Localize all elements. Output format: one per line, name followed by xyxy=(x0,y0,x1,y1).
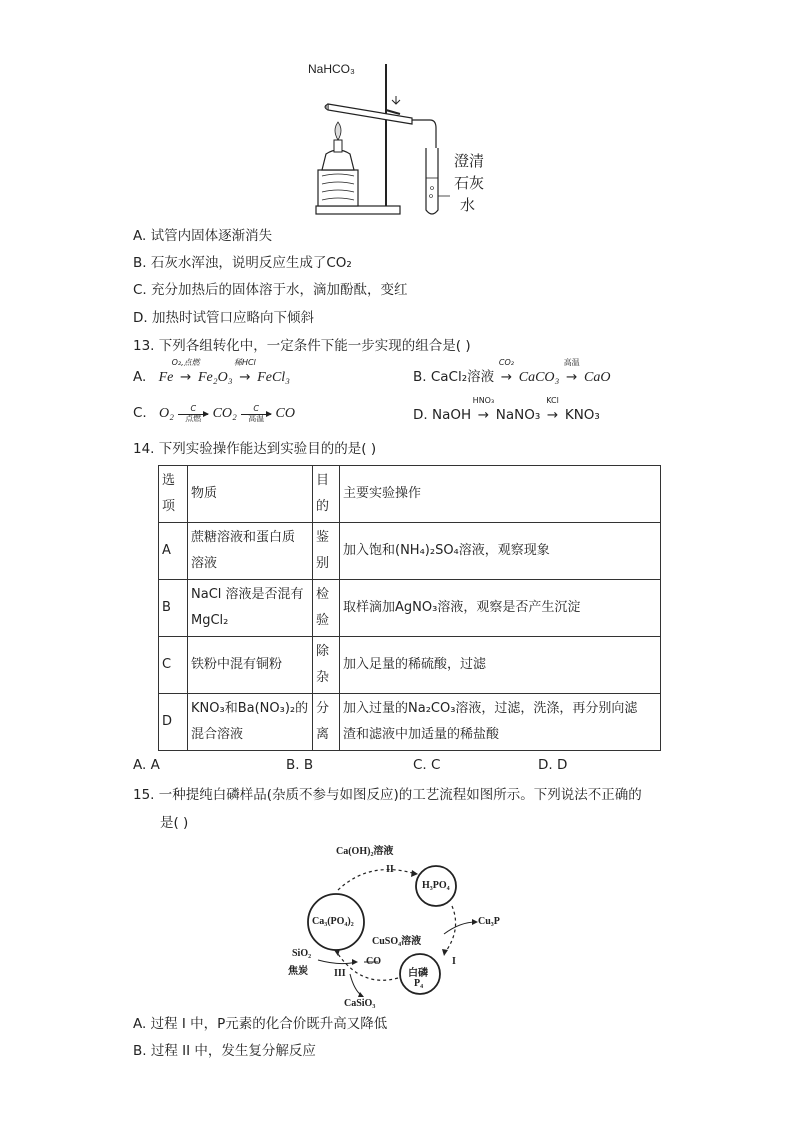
q14-answer-d: D. D xyxy=(538,757,568,773)
q13-option-a xyxy=(133,358,291,388)
row-operation: 取样滴加AgNO₃溶液，观察是否产生沉淀 xyxy=(340,580,661,637)
q13-c-arrow2 xyxy=(241,403,271,423)
coke-label: 焦炭 xyxy=(288,966,308,977)
q13-stem: 13. 下列各组转化中，一定条件下能一步实现的组合是( ) xyxy=(133,338,471,354)
h3po4-label: H₃PO₄ xyxy=(422,880,450,891)
header-goal: 目 的 xyxy=(313,466,340,523)
q13-c-c2: C xyxy=(253,403,260,413)
white-phosphorus-label: 白磷 xyxy=(408,968,428,979)
row-substance: 蔗糖溶液和蛋白质 溶液 xyxy=(188,523,313,580)
q12-option-b: B. 石灰水浑浊，说明反应生成了CO₂ xyxy=(133,255,352,271)
q13-d-s3: KNO₃ xyxy=(564,407,600,423)
cuso4-label: CuSO₄溶液 xyxy=(372,936,422,947)
apparatus-figure xyxy=(300,58,500,226)
q14-answer-a: A. A xyxy=(133,757,160,773)
sio2-label: SiO₂ xyxy=(292,948,312,959)
q15-option-a: A. 过程 I 中，P元素的化合价既升高又降低 xyxy=(133,1016,388,1032)
q13-b-arrow2: 高温 → xyxy=(564,367,580,387)
q13-b-prefix: B. CaCl₂溶液 xyxy=(413,369,495,385)
cu3p-label: Cu₃P xyxy=(478,916,500,927)
table-row xyxy=(159,523,661,580)
table-header-row xyxy=(159,466,661,523)
co-label: CO xyxy=(366,956,381,967)
q13-b-arrow1: CO₂ → xyxy=(498,367,514,387)
q13-a-c2: 稀HCl xyxy=(233,358,256,367)
q13-a-s1: Fe xyxy=(158,370,174,385)
row-option: D xyxy=(159,694,188,751)
q13-c-s3: CO xyxy=(275,406,295,421)
q15-stem-line1: 15. 一种提纯白磷样品(杂质不参与如图反应)的工艺流程如图所示。下列说法不正确的 xyxy=(133,787,642,803)
q13-c-d2: 高温 xyxy=(248,413,265,423)
row-goal: 检 验 xyxy=(313,580,340,637)
q13-b-s3: CaO xyxy=(583,370,611,385)
q13-a-s3: FeCl₃ xyxy=(257,370,291,385)
q13-b-c1: CO₂ xyxy=(498,358,514,367)
q12-option-c: C. 充分加热后的固体溶于水，滴加酚酞，变红 xyxy=(133,282,408,298)
limewater-label-1: 澄清 xyxy=(454,152,485,170)
table-row xyxy=(159,637,661,694)
q13-option-d xyxy=(413,396,600,425)
caoh2-label: Ca(OH)₂溶液 xyxy=(336,846,394,857)
q13-d-arrow2: KCl → xyxy=(545,405,561,425)
row-operation: 加入过量的Na₂CO₃溶液，过滤，洗涤，再分别向滤 渣和滤液中加适量的稀盐酸 xyxy=(340,694,661,751)
row-substance: 铁粉中混有铜粉 xyxy=(188,637,313,694)
q13-a-s2: Fe₂O₃ xyxy=(197,370,233,385)
q13-c-c1: C xyxy=(190,403,197,413)
q13-b-c2: 高温 xyxy=(563,358,580,367)
q14-stem: 14. 下列实验操作能达到实验目的的是( ) xyxy=(133,441,377,457)
q12-option-a: A. 试管内固体逐渐消失 xyxy=(133,228,273,244)
roman-2-label: II xyxy=(386,864,394,875)
q12-option-d: D. 加热时试管口应略向下倾斜 xyxy=(133,310,314,326)
table-row xyxy=(159,580,661,637)
q13-c-s2: CO₂ xyxy=(212,406,237,421)
q15-option-b: B. 过程 II 中，发生复分解反应 xyxy=(133,1043,316,1059)
limewater-label-2: 石灰 xyxy=(454,174,485,192)
q13-a-prefix: A. xyxy=(133,369,147,385)
header-option: 选 项 xyxy=(159,466,188,523)
q13-a-c1: O₂,点燃 xyxy=(171,358,200,367)
q15-flow-diagram xyxy=(280,838,520,1016)
row-option: C xyxy=(159,637,188,694)
row-option: B xyxy=(159,580,188,637)
q13-d-arrow1: HNO₃ → xyxy=(475,405,491,425)
q13-option-b xyxy=(413,358,611,388)
row-option: A xyxy=(159,523,188,580)
roman-3-label: III xyxy=(334,968,346,979)
roman-1-label: I xyxy=(452,956,456,967)
casio3-label: CaSiO₃ xyxy=(344,998,376,1009)
q13-d-prefix: D. NaOH xyxy=(413,407,472,423)
q13-d-c2: KCl xyxy=(546,396,559,405)
row-goal: 鉴 别 xyxy=(313,523,340,580)
q13-c-arrow1 xyxy=(178,403,208,423)
nahco3-label: NaHCO₃ xyxy=(308,62,355,76)
q13-c-prefix: C. xyxy=(133,405,147,421)
flow-diagram-drawing xyxy=(280,838,520,1016)
row-goal: 除 杂 xyxy=(313,637,340,694)
row-operation: 加入足量的稀硫酸，过滤 xyxy=(340,637,661,694)
row-goal: 分 离 xyxy=(313,694,340,751)
q13-d-s2: NaNO₃ xyxy=(495,407,541,423)
header-substance: 物质 xyxy=(188,466,313,523)
q13-c-s1: O₂ xyxy=(159,406,174,421)
row-substance: KNO₃和Ba(NO₃)₂的 混合溶液 xyxy=(188,694,313,751)
q13-option-c xyxy=(133,403,295,424)
row-substance: NaCl 溶液是否混有 MgCl₂ xyxy=(188,580,313,637)
q13-c-d1: 点燃 xyxy=(185,413,202,423)
header-operation: 主要实验操作 xyxy=(340,466,661,523)
ca3po42-label: Ca₃(PO₄)₂ xyxy=(312,916,354,927)
q13-a-arrow1: O₂,点燃 → xyxy=(171,358,200,385)
table-row xyxy=(159,694,661,751)
row-operation: 加入饱和(NH₄)₂SO₄溶液，观察现象 xyxy=(340,523,661,580)
q14-answer-c: C. C xyxy=(413,757,441,773)
q13-d-c1: HNO₃ xyxy=(472,396,495,405)
q13-b-s2: CaCO₃ xyxy=(518,370,560,385)
q14-answer-b: B. B xyxy=(286,757,314,773)
q13-a-arrow2: 稀HCl → xyxy=(237,367,253,387)
p4-label: P₄ xyxy=(414,978,424,989)
q15-stem-line2: 是( ) xyxy=(160,815,189,831)
limewater-label-3: 水 xyxy=(460,196,476,214)
q14-table xyxy=(158,465,661,751)
